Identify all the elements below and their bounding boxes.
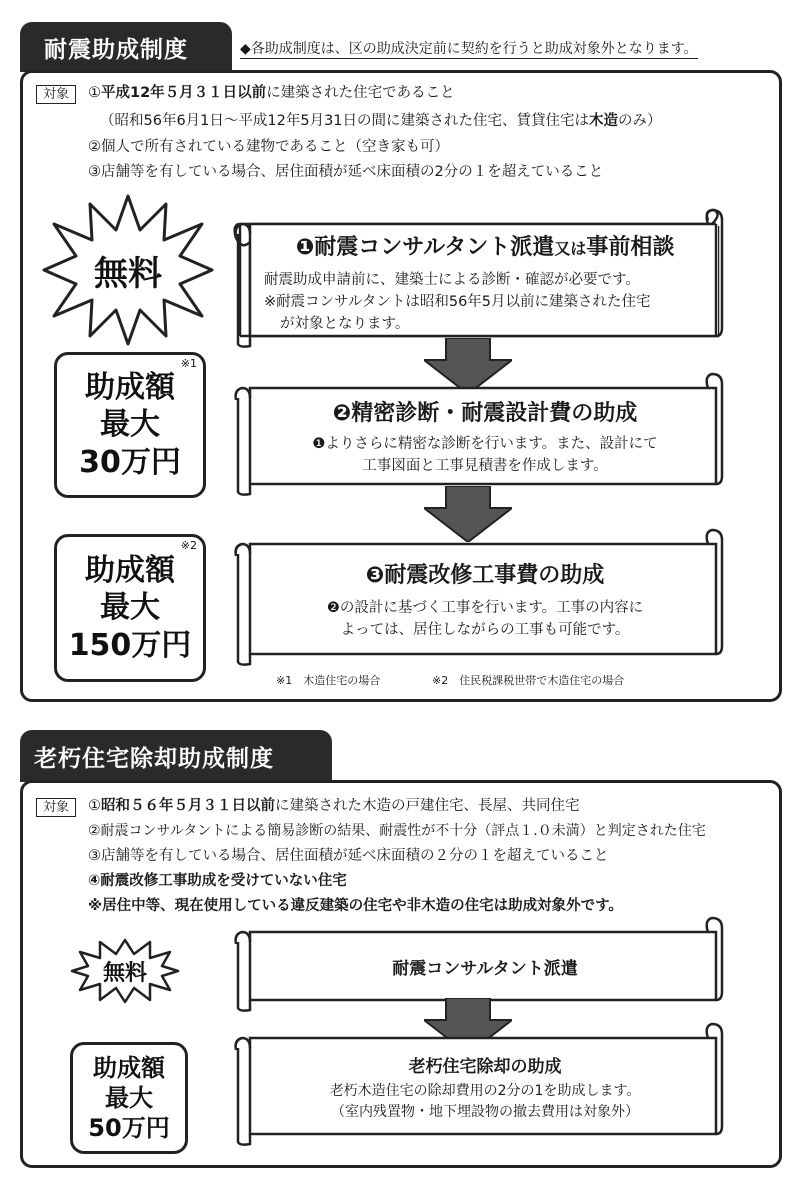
section2-title-tab xyxy=(20,730,332,782)
section1-title: 耐震助成制度 xyxy=(44,36,188,63)
free-starburst-badge xyxy=(40,190,216,350)
section2-condition-4: ④耐震改修工事助成を受けていない住宅 xyxy=(88,873,347,889)
section2-step1-title: 耐震コンサルタント派遣 xyxy=(392,959,578,979)
section1-title-tab xyxy=(20,22,232,72)
subsidy-amount-box-1: ※1 助成額 最大 30万円 xyxy=(54,352,206,498)
step1-body-2: ※耐震コンサルタントは昭和56年5月以前に建築された住宅 xyxy=(264,294,651,310)
section1-condition-2: ②個人で所有されている建物であること（空き家も可） xyxy=(88,139,449,155)
step1-body-1: 耐震助成申請前に、建築士による診断・確認が必要です。 xyxy=(264,272,640,288)
section1-notice: ◆各助成制度は、区の助成決定前に契約を行うと助成対象外となります。 xyxy=(240,38,698,59)
step3-body-2: よっては、居住しながらの工事も可能です。 xyxy=(340,622,630,638)
section2-condition-1: ①昭和５６年５月３１日以前に建築された木造の戸建住宅、長屋、共同住宅 xyxy=(88,798,580,814)
step2-body-2: 工事図面と工事見積書を作成します。 xyxy=(362,458,608,474)
footnote-1: ※1 木造住宅の場合 xyxy=(276,674,381,687)
subsidy-amount-box-3: 助成額 最大 50万円 xyxy=(70,1042,188,1154)
section2-target-label: 対象 xyxy=(36,798,76,817)
section2-title: 老朽住宅除却助成制度 xyxy=(34,745,274,772)
step1-title: ❶耐震コンサルタント派遣又は事前相談 xyxy=(295,235,675,260)
section2-step2-title: 老朽住宅除却の助成 xyxy=(408,1057,562,1077)
step3-title: ❸耐震改修工事費の助成 xyxy=(365,563,605,588)
step1-body-3: が対象となります。 xyxy=(280,316,410,332)
subsidy-amount-box-2: ※2 助成額 最大 150万円 xyxy=(54,534,206,682)
section1-condition-1-detail: （昭和56年6月1日～平成12年5月31日の間に建築された住宅、賃貸住宅は木造のみ） xyxy=(100,113,662,129)
section2-step2-scroll xyxy=(230,1022,728,1150)
section2-step2-body-2: （室内残置物・地下埋設物の撤去費用は対象外） xyxy=(331,1104,639,1120)
section2-condition-3: ③店舗等を有している場合、居住面積が延べ床面積の２分の１を超えていること xyxy=(88,848,609,864)
section1-condition-1: ①平成12年５月３１日以前に建築された住宅であること xyxy=(88,85,455,101)
step2-title: ❷精密診断・耐震設計費の助成 xyxy=(332,401,638,426)
amount-note-2: ※2 xyxy=(180,539,197,552)
step3-scroll xyxy=(230,528,728,668)
free-label: 無料 xyxy=(94,253,162,294)
step3-body-1: ❷の設計に基づく工事を行います。工事の内容に xyxy=(326,600,644,616)
amount-note-1: ※1 xyxy=(180,357,197,370)
section1-target-label: 対象 xyxy=(36,85,76,104)
section2-step2-body-1: 老朽木造住宅の除却費用の2分の1を助成します。 xyxy=(329,1083,641,1099)
step2-body-1: ❶よりさらに精密な診断を行います。また、設計にて xyxy=(312,436,658,452)
section2-condition-note: ※居住中等、現在使用している違反建築の住宅や非木造の住宅は助成対象外です。 xyxy=(88,898,623,914)
step1-scroll xyxy=(230,208,728,350)
footnote-2: ※2 住民税課税世帯で木造住宅の場合 xyxy=(432,674,625,687)
free-label: 無料 xyxy=(102,960,147,986)
section1-condition-3: ③店舗等を有している場合、居住面積が延べ床面積の2分の１を超えていること xyxy=(88,164,604,180)
step2-scroll xyxy=(230,372,728,498)
free-starburst-badge-small xyxy=(70,938,180,1004)
section2-condition-2: ②耐震コンサルタントによる簡易診断の結果、耐震性が不十分（評点１.０未満）と判定された住宅 xyxy=(88,823,706,839)
